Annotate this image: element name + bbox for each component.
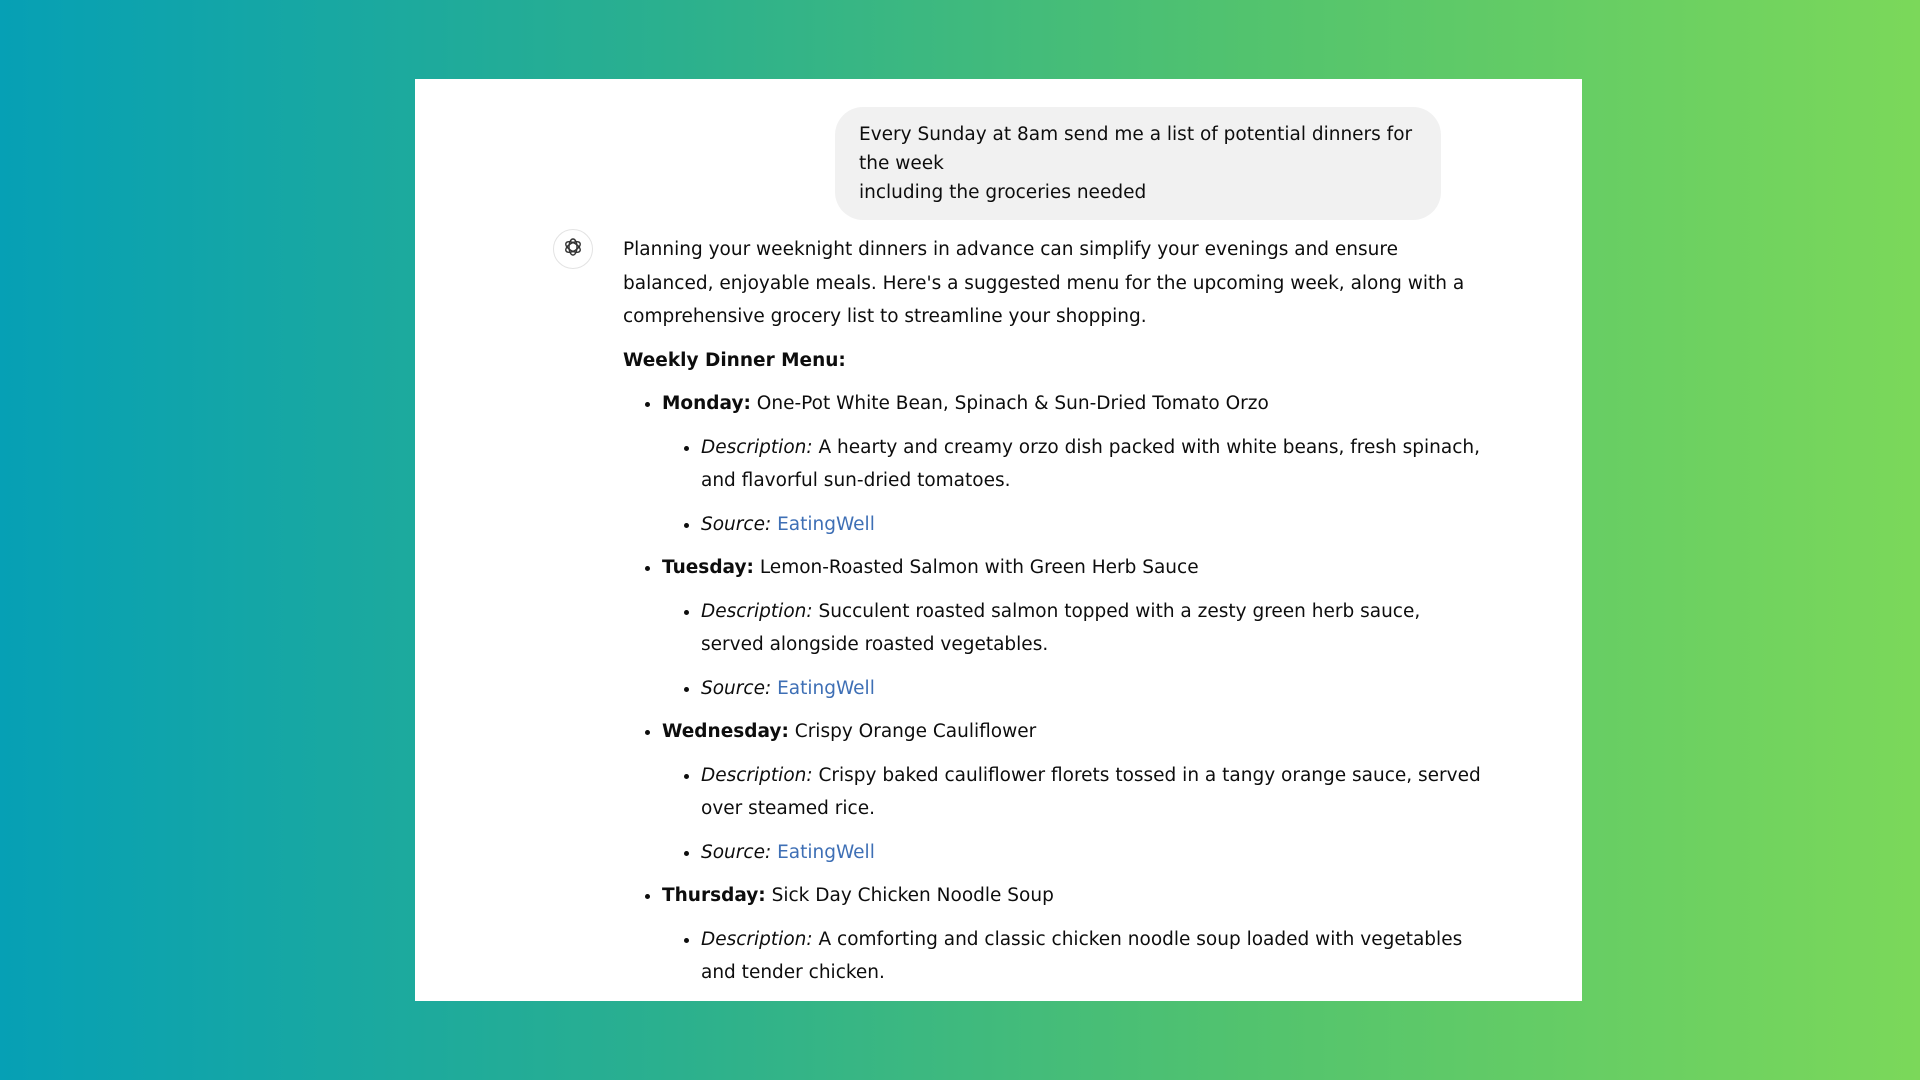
- source-label: Source:: [701, 841, 772, 863]
- description-label: Description:: [701, 600, 813, 622]
- list-item: [701, 923, 1483, 990]
- list-item: [701, 508, 1483, 542]
- list-item: [662, 879, 1483, 990]
- detail-list: [662, 431, 1483, 542]
- day-label: Tuesday:: [662, 557, 754, 578]
- list-item: [701, 759, 1483, 826]
- list-item: [662, 715, 1483, 869]
- dish-name: Sick Day Chicken Noodle Soup: [771, 885, 1054, 906]
- dish-name: Crispy Orange Cauliflower: [794, 721, 1037, 742]
- dish-name: Lemon-Roasted Salmon with Green Herb Sauce: [759, 557, 1199, 578]
- source-link[interactable]: EatingWell: [777, 841, 875, 863]
- source-label: Source:: [701, 513, 772, 535]
- source-link[interactable]: EatingWell: [777, 677, 875, 699]
- description-label: Description:: [701, 436, 813, 458]
- day-label: Thursday:: [662, 885, 766, 906]
- detail-list: [662, 595, 1483, 706]
- detail-list: [662, 923, 1483, 990]
- description-text: A hearty and creamy orzo dish packed with white beans, fresh spinach, and flavorful sun-dried tomatoes.: [701, 436, 1480, 491]
- list-item: [701, 595, 1483, 662]
- assistant-intro: Planning your weeknight dinners in advance can simplify your evenings and ensure balanced, enjoyable meals. Here's a suggested menu for the upcoming week, along with a comprehensive grocery list to streamline your shopping.: [623, 239, 1465, 327]
- day-label: Wednesday:: [662, 721, 789, 742]
- assistant-avatar: [553, 229, 593, 269]
- description-label: Description:: [701, 928, 813, 950]
- list-item: [662, 551, 1483, 705]
- description-text: Succulent roasted salmon topped with a zesty green herb sauce, served alongside roasted vegetables.: [701, 600, 1421, 655]
- user-message-line-1: Every Sunday at 8am send me a list of potential dinners for the week: [859, 124, 1413, 174]
- list-item: [701, 836, 1483, 870]
- list-item: [662, 387, 1483, 541]
- detail-list: [662, 759, 1483, 870]
- user-message-bubble: [835, 107, 1441, 220]
- chat-window: [415, 79, 1582, 1001]
- description-text: Crispy baked cauliflower florets tossed in a tangy orange sauce, served over steamed rice.: [701, 764, 1481, 819]
- list-item: [701, 672, 1483, 706]
- menu-heading: Weekly Dinner Menu:: [623, 349, 846, 371]
- source-link[interactable]: EatingWell: [777, 513, 875, 535]
- day-list: [623, 387, 1483, 990]
- day-label: Monday:: [662, 393, 751, 414]
- openai-logo-icon: [561, 235, 585, 263]
- source-label: Source:: [701, 677, 772, 699]
- list-item: [701, 431, 1483, 498]
- description-label: Description:: [701, 764, 813, 786]
- user-message-line-2: including the groceries needed: [859, 182, 1147, 203]
- description-text: A comforting and classic chicken noodle soup loaded with vegetables and tender chicken.: [701, 928, 1463, 983]
- dish-name: One-Pot White Bean, Spinach & Sun-Dried Tomato Orzo: [756, 393, 1269, 414]
- assistant-message: [623, 233, 1483, 1000]
